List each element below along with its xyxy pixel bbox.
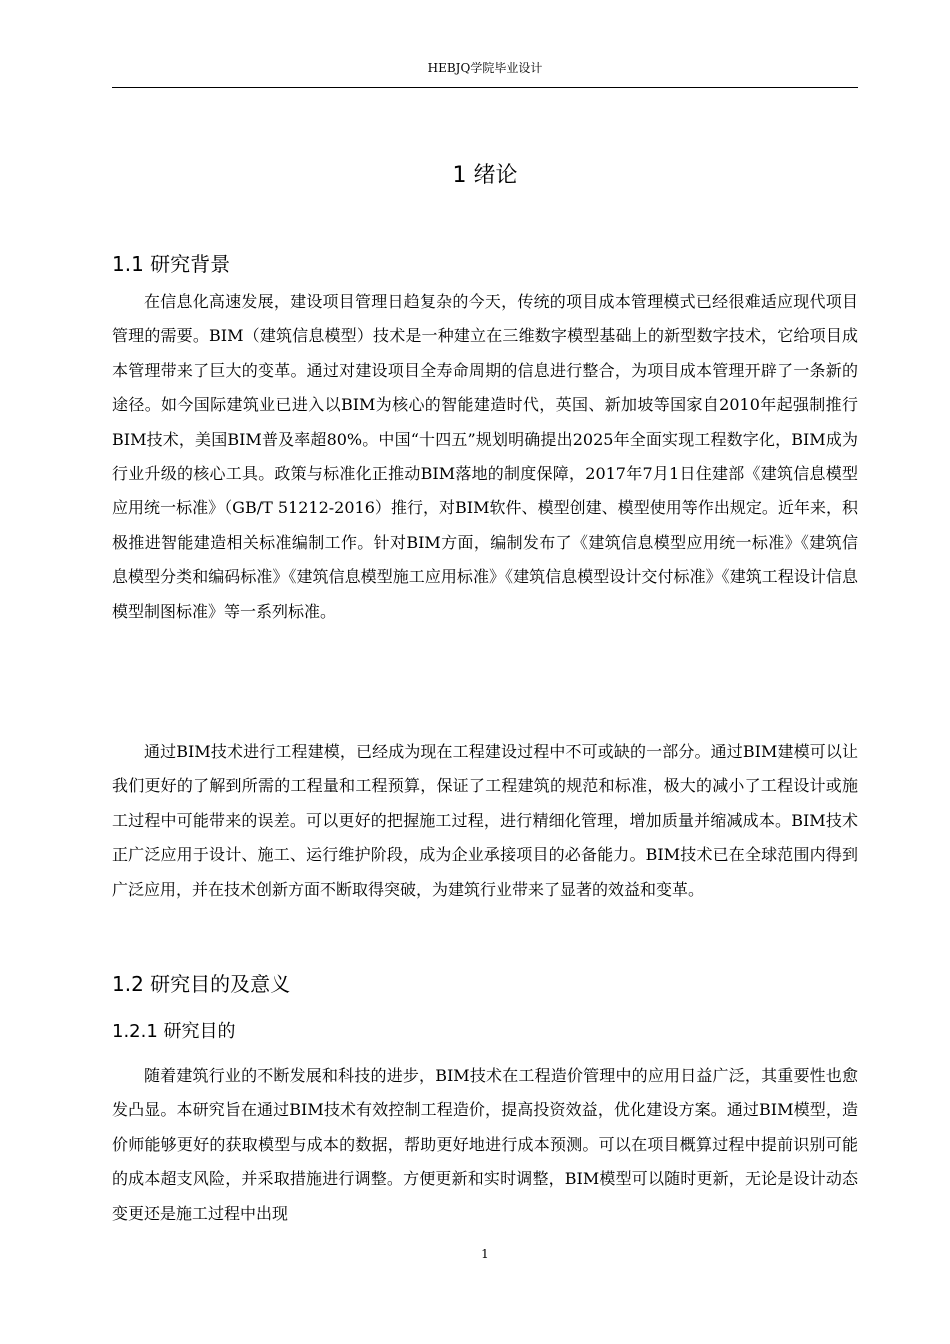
paragraph-background-2: 通过BIM技术进行工程建模，已经成为现在工程建设过程中不可或缺的一部分。通过BIM建模可以让我们更好的了解到所需的工程量和工程预算，保证了工程建筑的规范和标准，极大的减小了工程设计或施工过程中可能带来的误差。可以更好的把握施工过程，进行精细化管理，增加质量并缩减成本。BIM技术正广泛应用于设计、施工、运行维护阶段，成为企业承接项目的必备能力。BIM技术已在全球范围内得到广泛应用，并在技术创新方面不断取得突破，为建筑行业带来了显著的效益和变革。 <box>112 742 858 899</box>
header-divider <box>112 87 858 88</box>
paragraph-background-1: 在信息化高速发展，建设项目管理日趋复杂的今天，传统的项目成本管理模式已经很难适应现代项目管理的需要。BIM（建筑信息模型）技术是一种建立在三维数字模型基础上的新型数字技术，它给项目成本管理带来了巨大的变革。通过对建设项目全寿命周期的信息进行整合，为项目成本管理开辟了一条新的途径。如今国际建筑业已进入以BIM为核心的智能建造时代，英国、新加坡等国家自2010年起强制推行BIM技术，美国BIM普及率超80%。中国“十四五”规划明确提出2025年全面实现工程数字化，BIM成为行业升级的核心工具。政策与标准化正推动BIM落地的制度保障，2017年7月1日住建部《建筑信息模型应用统一标准》（GB/T 51212-2016）推行，对BIM软件、模型创建、模型使用等作出规定。近年来，积极推进智能建造相关标准编制工作。针对BIM方面，编制发布了《建筑信息模型应用统一标准》《建筑信息模型分类和编码标准》《建筑信息模型施工应用标准》《建筑信息模型设计交付标准》《建筑工程设计信息模型制图标准》等一系列标准。 <box>112 292 858 621</box>
section-heading-1-2: 1.2 研究目的及意义 <box>112 972 291 996</box>
running-header: HEBJQ学院毕业设计 <box>427 61 543 75</box>
paragraph-purpose-1: 随着建筑行业的不断发展和科技的进步，BIM技术在工程造价管理中的应用日益广泛，其重要性也愈发凸显。本研究旨在通过BIM技术有效控制工程造价，提高投资效益，优化建设方案。通过BIM模型，造价师能够更好的获取模型与成本的数据，帮助更好地进行成本预测。可以在项目概算过程中提前识别可能的成本超支风险，并采取措施进行调整。方便更新和实时调整，BIM模型可以随时更新，无论是设计动态变更还是施工过程中出现 <box>112 1066 858 1223</box>
page-number: 1 <box>481 1247 489 1261</box>
section-heading-1-1: 1.1 研究背景 <box>112 252 231 276</box>
subsection-heading-1-2-1: 1.2.1 研究目的 <box>112 1021 236 1042</box>
chapter-title: 1 绪论 <box>452 163 518 188</box>
